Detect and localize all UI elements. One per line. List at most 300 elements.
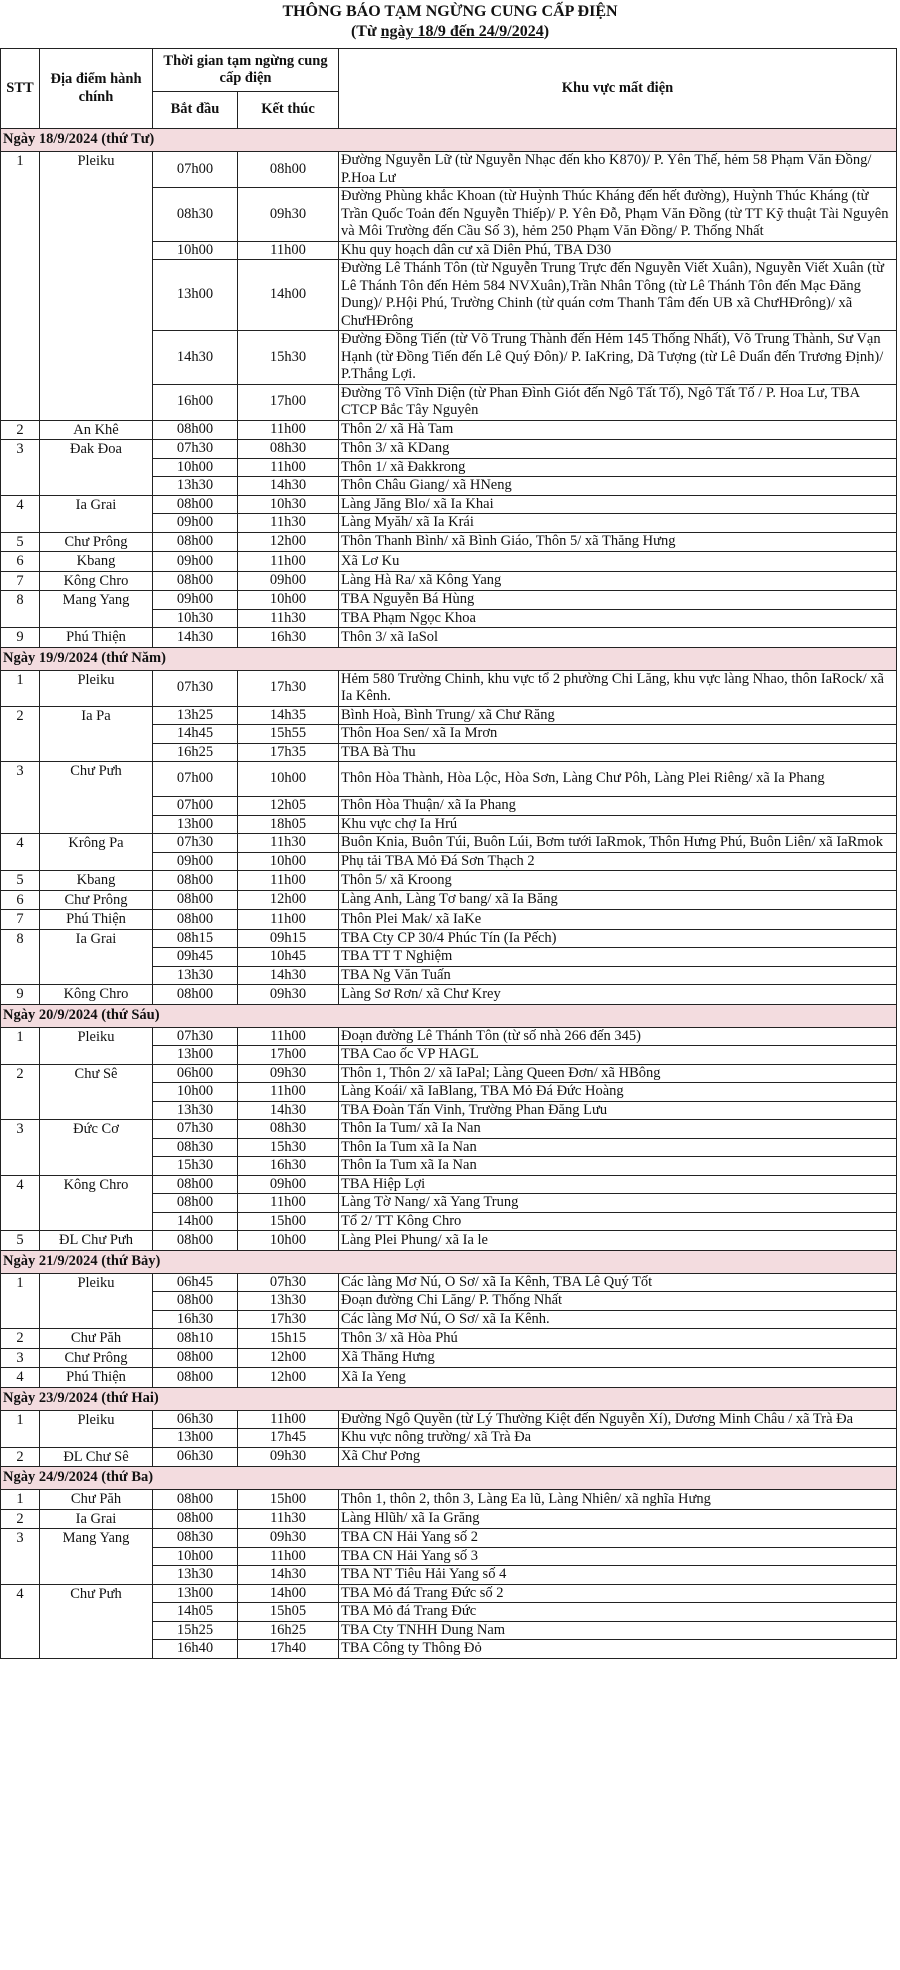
outage-area-cell: Thôn 1, Thôn 2/ xã IaPal; Làng Queen Đơn/ xã HBông: [339, 1064, 897, 1083]
location-cell: Mang Yang: [40, 1529, 153, 1585]
outage-area-cell: Thôn 1/ xã Đakkrong: [339, 458, 897, 477]
end-time-cell: 11h00: [238, 1027, 339, 1046]
start-time-cell: 16h25: [153, 743, 238, 762]
stt-cell: 6: [1, 552, 40, 572]
location-cell: Pleiku: [40, 1027, 153, 1064]
stt-cell: 4: [1, 495, 40, 532]
start-time-cell: 08h00: [153, 871, 238, 891]
start-time-cell: 14h05: [153, 1603, 238, 1622]
outage-area-cell: Thôn Ia Tum/ xã Ia Nan: [339, 1120, 897, 1139]
table-row: [1, 1447, 897, 1467]
table-row: [1, 1584, 897, 1603]
location-cell: Mang Yang: [40, 591, 153, 628]
start-time-cell: 13h30: [153, 1101, 238, 1120]
stt-cell: 2: [1, 706, 40, 762]
outage-area-cell: Làng Plei Phung/ xã Ia le: [339, 1231, 897, 1251]
outage-area-cell: Xã Ia Yeng: [339, 1368, 897, 1388]
location-cell: Pleiku: [40, 670, 153, 706]
stt-cell: 3: [1, 762, 40, 834]
stt-cell: 6: [1, 890, 40, 910]
stt-cell: 1: [1, 1273, 40, 1329]
outage-schedule-table: [0, 48, 897, 1659]
stt-cell: 1: [1, 1027, 40, 1064]
end-time-cell: 09h30: [238, 1529, 339, 1548]
start-time-cell: 16h00: [153, 384, 238, 420]
table-row: [1, 1120, 897, 1139]
table-row: [1, 552, 897, 572]
end-time-cell: 11h00: [238, 1083, 339, 1102]
outage-area-cell: TBA Cao ốc VP HAGL: [339, 1046, 897, 1065]
end-time-cell: 14h30: [238, 966, 339, 985]
table-row: [1, 762, 897, 797]
location-cell: Chư Pưh: [40, 762, 153, 834]
stt-cell: 4: [1, 1584, 40, 1658]
start-time-cell: 08h00: [153, 1194, 238, 1213]
outage-area-cell: Thôn Ia Tum xã Ia Nan: [339, 1138, 897, 1157]
start-time-cell: 07h30: [153, 834, 238, 853]
outage-area-cell: Làng Koái/ xã IaBlang, TBA Mỏ Đá Đức Hoàng: [339, 1083, 897, 1102]
outage-area-cell: TBA Nguyễn Bá Hùng: [339, 591, 897, 610]
table-row: [1, 1410, 897, 1429]
stt-cell: 3: [1, 440, 40, 496]
stt-cell: 9: [1, 628, 40, 648]
start-time-cell: 08h00: [153, 1368, 238, 1388]
day-label: Ngày 21/9/2024 (thứ Bảy): [1, 1250, 897, 1273]
table-row: [1, 152, 897, 188]
stt-cell: 1: [1, 152, 40, 421]
start-time-cell: 13h00: [153, 1046, 238, 1065]
end-time-cell: 09h15: [238, 929, 339, 948]
location-cell: Pleiku: [40, 152, 153, 421]
outage-area-cell: Đường Ngô Quyền (từ Lý Thường Kiệt đến Nguyễn Xí), Dương Minh Châu / xã Trà Đa: [339, 1410, 897, 1429]
outage-area-cell: Buôn Knia, Buôn Túi, Buôn Lúi, Bơm tưới IaRmok, Thôn Hưng Phú, Buôn Liên/ xã IaRmok: [339, 834, 897, 853]
location-cell: ĐL Chư Pưh: [40, 1231, 153, 1251]
start-time-cell: 16h40: [153, 1640, 238, 1659]
outage-area-cell: TBA NT Tiêu Hải Yang số 4: [339, 1566, 897, 1585]
outage-area-cell: TBA Công ty Thông Đỏ: [339, 1640, 897, 1659]
header-location: Địa điểm hành chính: [40, 49, 153, 129]
outage-area-cell: TBA Cty CP 30/4 Phúc Tín (Ia Pếch): [339, 929, 897, 948]
outage-area-cell: Đoạn đường Lê Thánh Tôn (từ số nhà 266 đến 345): [339, 1027, 897, 1046]
end-time-cell: 10h45: [238, 948, 339, 967]
location-cell: Ia Pa: [40, 706, 153, 762]
outage-area-cell: Làng Myăh/ xã Ia Krái: [339, 514, 897, 533]
stt-cell: 8: [1, 929, 40, 985]
end-time-cell: 10h00: [238, 852, 339, 871]
stt-cell: 4: [1, 834, 40, 871]
start-time-cell: 08h00: [153, 1348, 238, 1368]
document-title: THÔNG BÁO TẠM NGỪNG CUNG CẤP ĐIỆN: [282, 3, 618, 20]
outage-area-cell: Làng Jăng Blo/ xã Ia Khai: [339, 495, 897, 514]
start-time-cell: 09h00: [153, 552, 238, 572]
end-time-cell: 12h00: [238, 532, 339, 552]
stt-cell: 5: [1, 532, 40, 552]
end-time-cell: 16h25: [238, 1621, 339, 1640]
end-time-cell: 17h30: [238, 670, 339, 706]
end-time-cell: 10h00: [238, 762, 339, 797]
end-time-cell: 15h15: [238, 1329, 339, 1349]
outage-area-cell: Làng Hlũh/ xã Ia Grăng: [339, 1509, 897, 1529]
end-time-cell: 15h00: [238, 1212, 339, 1231]
table-row: [1, 591, 897, 610]
location-cell: Pleiku: [40, 1410, 153, 1447]
location-cell: Đức Cơ: [40, 1120, 153, 1176]
start-time-cell: 08h10: [153, 1329, 238, 1349]
location-cell: Chư Prông: [40, 890, 153, 910]
end-time-cell: 16h30: [238, 1157, 339, 1176]
start-time-cell: 08h00: [153, 1231, 238, 1251]
location-cell: Phú Thiện: [40, 910, 153, 930]
end-time-cell: 11h00: [238, 458, 339, 477]
location-cell: Đak Đoa: [40, 440, 153, 496]
location-cell: Kông Chro: [40, 571, 153, 591]
outage-area-cell: Làng Sơ Rơn/ xã Chư Krey: [339, 985, 897, 1005]
end-time-cell: 08h00: [238, 152, 339, 188]
outage-area-cell: TBA Mỏ đá Trang Đức số 2: [339, 1584, 897, 1603]
outage-area-cell: TBA CN Hải Yang số 3: [339, 1547, 897, 1566]
outage-area-cell: Thôn Hòa Thành, Hòa Lộc, Hòa Sơn, Làng Chư Pôh, Làng Plei Riêng/ xã Ia Phang: [339, 762, 897, 797]
outage-area-cell: Đường Lê Thánh Tôn (từ Nguyễn Trung Trực đến Nguyễn Viết Xuân), Nguyễn Viết Xuân (từ Lê Thánh Tôn đến Hẻm 584 NVXuân),Trần Nhân Tông (từ Lê Thánh Tôn đến Mạc Đăng Dung)/ P.Hội Phú, Trường Chinh (từ quán cơm Thanh Tâm đến UB xã ChưHĐrông)/ xã ChưHĐrông: [339, 260, 897, 331]
outage-area-cell: TBA Đoàn Tấn Vinh, Trường Phan Đăng Lưu: [339, 1101, 897, 1120]
outage-area-cell: Đường Tô Vĩnh Diện (từ Phan Đình Giót đến Ngô Tất Tố), Ngô Tất Tố / P. Hoa Lư, TBA CTCP Bắc Tây Nguyên: [339, 384, 897, 420]
stt-cell: 5: [1, 871, 40, 891]
location-cell: An Khê: [40, 420, 153, 440]
end-time-cell: 09h30: [238, 1447, 339, 1467]
end-time-cell: 08h30: [238, 440, 339, 459]
end-time-cell: 14h00: [238, 260, 339, 331]
outage-area-cell: Các làng Mơ Nú, O Sơ/ xã Ia Kênh.: [339, 1310, 897, 1329]
end-time-cell: 17h00: [238, 1046, 339, 1065]
table-row: [1, 628, 897, 648]
outage-area-cell: Thôn Hoa Sen/ xã Ia Mrơn: [339, 725, 897, 744]
location-cell: Kbang: [40, 871, 153, 891]
start-time-cell: 14h00: [153, 1212, 238, 1231]
start-time-cell: 13h25: [153, 706, 238, 725]
location-cell: Kbang: [40, 552, 153, 572]
table-row: [1, 420, 897, 440]
start-time-cell: 14h30: [153, 331, 238, 385]
outage-area-cell: Hẻm 580 Trường Chinh, khu vực tổ 2 phường Chi Lăng, khu vực làng Nhao, thôn IaRock/ xã Ia Kênh.: [339, 670, 897, 706]
end-time-cell: 11h00: [238, 552, 339, 572]
table-row: [1, 571, 897, 591]
start-time-cell: 06h30: [153, 1410, 238, 1429]
end-time-cell: 11h00: [238, 871, 339, 891]
table-row: [1, 910, 897, 930]
end-time-cell: 07h30: [238, 1273, 339, 1292]
stt-cell: 2: [1, 420, 40, 440]
outage-area-cell: Xã Chư Pơng: [339, 1447, 897, 1467]
table-row: [1, 1175, 897, 1194]
start-time-cell: 06h45: [153, 1273, 238, 1292]
stt-cell: 4: [1, 1368, 40, 1388]
end-time-cell: 11h00: [238, 1547, 339, 1566]
start-time-cell: 13h30: [153, 966, 238, 985]
header-start: Bắt đầu: [153, 92, 238, 129]
table-header-row: [1, 49, 897, 92]
outage-area-cell: Thôn 5/ xã Kroong: [339, 871, 897, 891]
stt-cell: 1: [1, 1410, 40, 1447]
outage-area-cell: Làng Tờ Nang/ xã Yang Trung: [339, 1194, 897, 1213]
stt-cell: 3: [1, 1348, 40, 1368]
location-cell: Chư Prông: [40, 532, 153, 552]
start-time-cell: 16h30: [153, 1310, 238, 1329]
outage-area-cell: Đường Đồng Tiến (từ Võ Trung Thành đến Hẻm 145 Thống Nhất), Võ Trung Thành, Sư Vạn Hạnh (từ Đồng Tiến đến Lê Quý Đôn)/ P. IaKring, Dã Tượng (từ Lê Duẩn đến Trương Định)/ P.Thắng Lợi.: [339, 331, 897, 385]
start-time-cell: 09h45: [153, 948, 238, 967]
day-header-row: [1, 1004, 897, 1027]
location-cell: Pleiku: [40, 1273, 153, 1329]
stt-cell: 2: [1, 1329, 40, 1349]
start-time-cell: 08h00: [153, 571, 238, 591]
table-row: [1, 1329, 897, 1349]
outage-area-cell: Thôn Hòa Thuận/ xã Ia Phang: [339, 797, 897, 816]
start-time-cell: 15h25: [153, 1621, 238, 1640]
location-cell: Ia Grai: [40, 929, 153, 985]
end-time-cell: 10h00: [238, 591, 339, 610]
end-time-cell: 08h30: [238, 1120, 339, 1139]
stt-cell: 5: [1, 1231, 40, 1251]
outage-area-cell: Khu vực chợ Ia Hrú: [339, 815, 897, 834]
end-time-cell: 09h00: [238, 1175, 339, 1194]
outage-area-cell: Thôn 3/ xã KDang: [339, 440, 897, 459]
document-header: [0, 0, 900, 48]
outage-area-cell: TBA Hiệp Lợi: [339, 1175, 897, 1194]
subtitle-suffix: ): [543, 23, 550, 40]
end-time-cell: 15h05: [238, 1603, 339, 1622]
header-time-group: Thời gian tạm ngừng cung cấp điện: [153, 49, 339, 92]
table-row: [1, 1027, 897, 1046]
stt-cell: 4: [1, 1175, 40, 1231]
end-time-cell: 17h00: [238, 384, 339, 420]
day-label: Ngày 20/9/2024 (thứ Sáu): [1, 1004, 897, 1027]
table-row: [1, 834, 897, 853]
start-time-cell: 10h00: [153, 241, 238, 260]
end-time-cell: 17h45: [238, 1429, 339, 1448]
start-time-cell: 06h30: [153, 1447, 238, 1467]
start-time-cell: 08h00: [153, 532, 238, 552]
start-time-cell: 13h30: [153, 1566, 238, 1585]
table-row: [1, 1509, 897, 1529]
location-cell: ĐL Chư Sê: [40, 1447, 153, 1467]
end-time-cell: 14h30: [238, 1101, 339, 1120]
start-time-cell: 08h00: [153, 890, 238, 910]
table-row: [1, 1348, 897, 1368]
start-time-cell: 10h30: [153, 609, 238, 628]
start-time-cell: 08h00: [153, 420, 238, 440]
start-time-cell: 14h45: [153, 725, 238, 744]
start-time-cell: 08h00: [153, 1490, 238, 1510]
location-cell: Chư Păh: [40, 1490, 153, 1510]
start-time-cell: 13h30: [153, 477, 238, 496]
end-time-cell: 11h00: [238, 241, 339, 260]
stt-cell: 2: [1, 1064, 40, 1120]
outage-area-cell: TBA Phạm Ngọc Khoa: [339, 609, 897, 628]
outage-area-cell: Xã Thăng Hưng: [339, 1348, 897, 1368]
end-time-cell: 11h30: [238, 609, 339, 628]
end-time-cell: 11h00: [238, 1194, 339, 1213]
outage-area-cell: Các làng Mơ Nú, O Sơ/ xã Ia Kênh, TBA Lê Quý Tốt: [339, 1273, 897, 1292]
outage-area-cell: Thôn 2/ xã Hà Tam: [339, 420, 897, 440]
end-time-cell: 15h55: [238, 725, 339, 744]
outage-area-cell: Đoạn đường Chi Lăng/ P. Thống Nhất: [339, 1292, 897, 1311]
table-row: [1, 532, 897, 552]
start-time-cell: 08h30: [153, 188, 238, 242]
end-time-cell: 09h00: [238, 571, 339, 591]
table-body: [1, 129, 897, 1659]
stt-cell: 3: [1, 1120, 40, 1176]
outage-area-cell: Thôn Thanh Bình/ xã Bình Giáo, Thôn 5/ xã Thăng Hưng: [339, 532, 897, 552]
table-row: [1, 706, 897, 725]
location-cell: Phú Thiện: [40, 1368, 153, 1388]
outage-area-cell: Thôn Ia Tum xã Ia Nan: [339, 1157, 897, 1176]
end-time-cell: 13h30: [238, 1292, 339, 1311]
outage-area-cell: Làng Hà Ra/ xã Kông Yang: [339, 571, 897, 591]
stt-cell: 1: [1, 1490, 40, 1510]
stt-cell: 9: [1, 985, 40, 1005]
table-row: [1, 1231, 897, 1251]
outage-area-cell: Thôn Châu Giang/ xã HNeng: [339, 477, 897, 496]
end-time-cell: 10h00: [238, 1231, 339, 1251]
day-header-row: [1, 647, 897, 670]
table-row: [1, 1490, 897, 1510]
outage-area-cell: Thôn Plei Mak/ xã IaKe: [339, 910, 897, 930]
day-label: Ngày 23/9/2024 (thứ Hai): [1, 1387, 897, 1410]
start-time-cell: 09h00: [153, 591, 238, 610]
end-time-cell: 11h30: [238, 834, 339, 853]
start-time-cell: 08h00: [153, 910, 238, 930]
start-time-cell: 09h00: [153, 514, 238, 533]
outage-area-cell: Thôn 3/ xã IaSol: [339, 628, 897, 648]
start-time-cell: 13h00: [153, 260, 238, 331]
end-time-cell: 15h30: [238, 1138, 339, 1157]
start-time-cell: 13h00: [153, 1584, 238, 1603]
day-header-row: [1, 1467, 897, 1490]
start-time-cell: 10h00: [153, 1547, 238, 1566]
end-time-cell: 11h30: [238, 1509, 339, 1529]
outage-area-cell: TBA CN Hải Yang số 2: [339, 1529, 897, 1548]
end-time-cell: 14h30: [238, 1566, 339, 1585]
outage-area-cell: Khu quy hoạch dân cư xã Diên Phú, TBA D30: [339, 241, 897, 260]
stt-cell: 7: [1, 571, 40, 591]
start-time-cell: 07h30: [153, 670, 238, 706]
end-time-cell: 11h00: [238, 910, 339, 930]
outage-area-cell: TBA Bà Thu: [339, 743, 897, 762]
outage-area-cell: Đường Nguyễn Lữ (từ Nguyễn Nhạc đến kho K870)/ P. Yên Thế, hẻm 58 Phạm Văn Đồng/ P.Hoa Lư: [339, 152, 897, 188]
start-time-cell: 08h00: [153, 1175, 238, 1194]
document-subtitle: [0, 22, 900, 42]
start-time-cell: 08h15: [153, 929, 238, 948]
end-time-cell: 12h05: [238, 797, 339, 816]
end-time-cell: 12h00: [238, 1348, 339, 1368]
location-cell: Ia Grai: [40, 1509, 153, 1529]
outage-area-cell: Đường Phùng khắc Khoan (từ Huỳnh Thúc Kháng đến hết đường), Huỳnh Thúc Kháng (từ Trần Quốc Toản đến Nguyễn Thiếp)/ P. Yên Đỗ, Phạm Văn Đồng (từ TT Kỹ thuật Tài Nguyên và Môi Trường đến Cầu Số 3), hẻm 250 Phạm Văn Đồng/ P. Thống Nhất: [339, 188, 897, 242]
start-time-cell: 07h30: [153, 440, 238, 459]
end-time-cell: 15h00: [238, 1490, 339, 1510]
subtitle-date-range: ngày 18/9 đến 24/9/2024: [380, 23, 544, 40]
day-label: Ngày 19/9/2024 (thứ Năm): [1, 647, 897, 670]
location-cell: Krông Pa: [40, 834, 153, 871]
end-time-cell: 15h30: [238, 331, 339, 385]
day-header-row: [1, 1250, 897, 1273]
start-time-cell: 13h00: [153, 1429, 238, 1448]
start-time-cell: 08h00: [153, 985, 238, 1005]
table-row: [1, 871, 897, 891]
outage-area-cell: Phụ tải TBA Mỏ Đá Sơn Thạch 2: [339, 852, 897, 871]
outage-area-cell: TBA Mỏ đá Trang Đức: [339, 1603, 897, 1622]
end-time-cell: 14h35: [238, 706, 339, 725]
outage-area-cell: Tổ 2/ TT Kông Chro: [339, 1212, 897, 1231]
location-cell: Ia Grai: [40, 495, 153, 532]
end-time-cell: 11h30: [238, 514, 339, 533]
outage-area-cell: TBA TT T Nghiệm: [339, 948, 897, 967]
outage-area-cell: Bình Hoà, Bình Trung/ xã Chư Răng: [339, 706, 897, 725]
end-time-cell: 11h00: [238, 420, 339, 440]
end-time-cell: 17h30: [238, 1310, 339, 1329]
end-time-cell: 10h30: [238, 495, 339, 514]
location-cell: Chư Sê: [40, 1064, 153, 1120]
end-time-cell: 14h00: [238, 1584, 339, 1603]
outage-area-cell: Xã Lơ Ku: [339, 552, 897, 572]
end-time-cell: 11h00: [238, 1410, 339, 1429]
outage-area-cell: Làng Anh, Làng Tơ bang/ xã Ia Băng: [339, 890, 897, 910]
outage-area-cell: TBA Cty TNHH Dung Nam: [339, 1621, 897, 1640]
end-time-cell: 17h35: [238, 743, 339, 762]
end-time-cell: 09h30: [238, 1064, 339, 1083]
start-time-cell: 13h00: [153, 815, 238, 834]
location-cell: Phú Thiện: [40, 628, 153, 648]
stt-cell: 8: [1, 591, 40, 628]
header-area: Khu vực mất điện: [339, 49, 897, 129]
start-time-cell: 15h30: [153, 1157, 238, 1176]
stt-cell: 3: [1, 1529, 40, 1585]
table-row: [1, 670, 897, 706]
outage-area-cell: Thôn 3/ xã Hòa Phú: [339, 1329, 897, 1349]
stt-cell: 2: [1, 1447, 40, 1467]
end-time-cell: 16h30: [238, 628, 339, 648]
header-stt: STT: [1, 49, 40, 129]
end-time-cell: 09h30: [238, 188, 339, 242]
start-time-cell: 07h00: [153, 797, 238, 816]
stt-cell: 7: [1, 910, 40, 930]
outage-area-cell: TBA Ng Văn Tuấn: [339, 966, 897, 985]
end-time-cell: 12h00: [238, 890, 339, 910]
stt-cell: 2: [1, 1509, 40, 1529]
start-time-cell: 06h00: [153, 1064, 238, 1083]
day-label: Ngày 24/9/2024 (thứ Ba): [1, 1467, 897, 1490]
table-row: [1, 1368, 897, 1388]
outage-area-cell: Khu vực nông trường/ xã Trà Đa: [339, 1429, 897, 1448]
location-cell: Chư Prông: [40, 1348, 153, 1368]
start-time-cell: 08h00: [153, 1292, 238, 1311]
header-end: Kết thúc: [238, 92, 339, 129]
end-time-cell: 17h40: [238, 1640, 339, 1659]
table-row: [1, 440, 897, 459]
day-label: Ngày 18/9/2024 (thứ Tư): [1, 129, 897, 152]
table-row: [1, 929, 897, 948]
end-time-cell: 09h30: [238, 985, 339, 1005]
start-time-cell: 08h30: [153, 1529, 238, 1548]
start-time-cell: 10h00: [153, 458, 238, 477]
end-time-cell: 14h30: [238, 477, 339, 496]
table-row: [1, 495, 897, 514]
start-time-cell: 09h00: [153, 852, 238, 871]
start-time-cell: 07h00: [153, 152, 238, 188]
start-time-cell: 08h00: [153, 1509, 238, 1529]
end-time-cell: 18h05: [238, 815, 339, 834]
day-header-row: [1, 1387, 897, 1410]
location-cell: Kông Chro: [40, 985, 153, 1005]
start-time-cell: 07h30: [153, 1120, 238, 1139]
table-row: [1, 985, 897, 1005]
